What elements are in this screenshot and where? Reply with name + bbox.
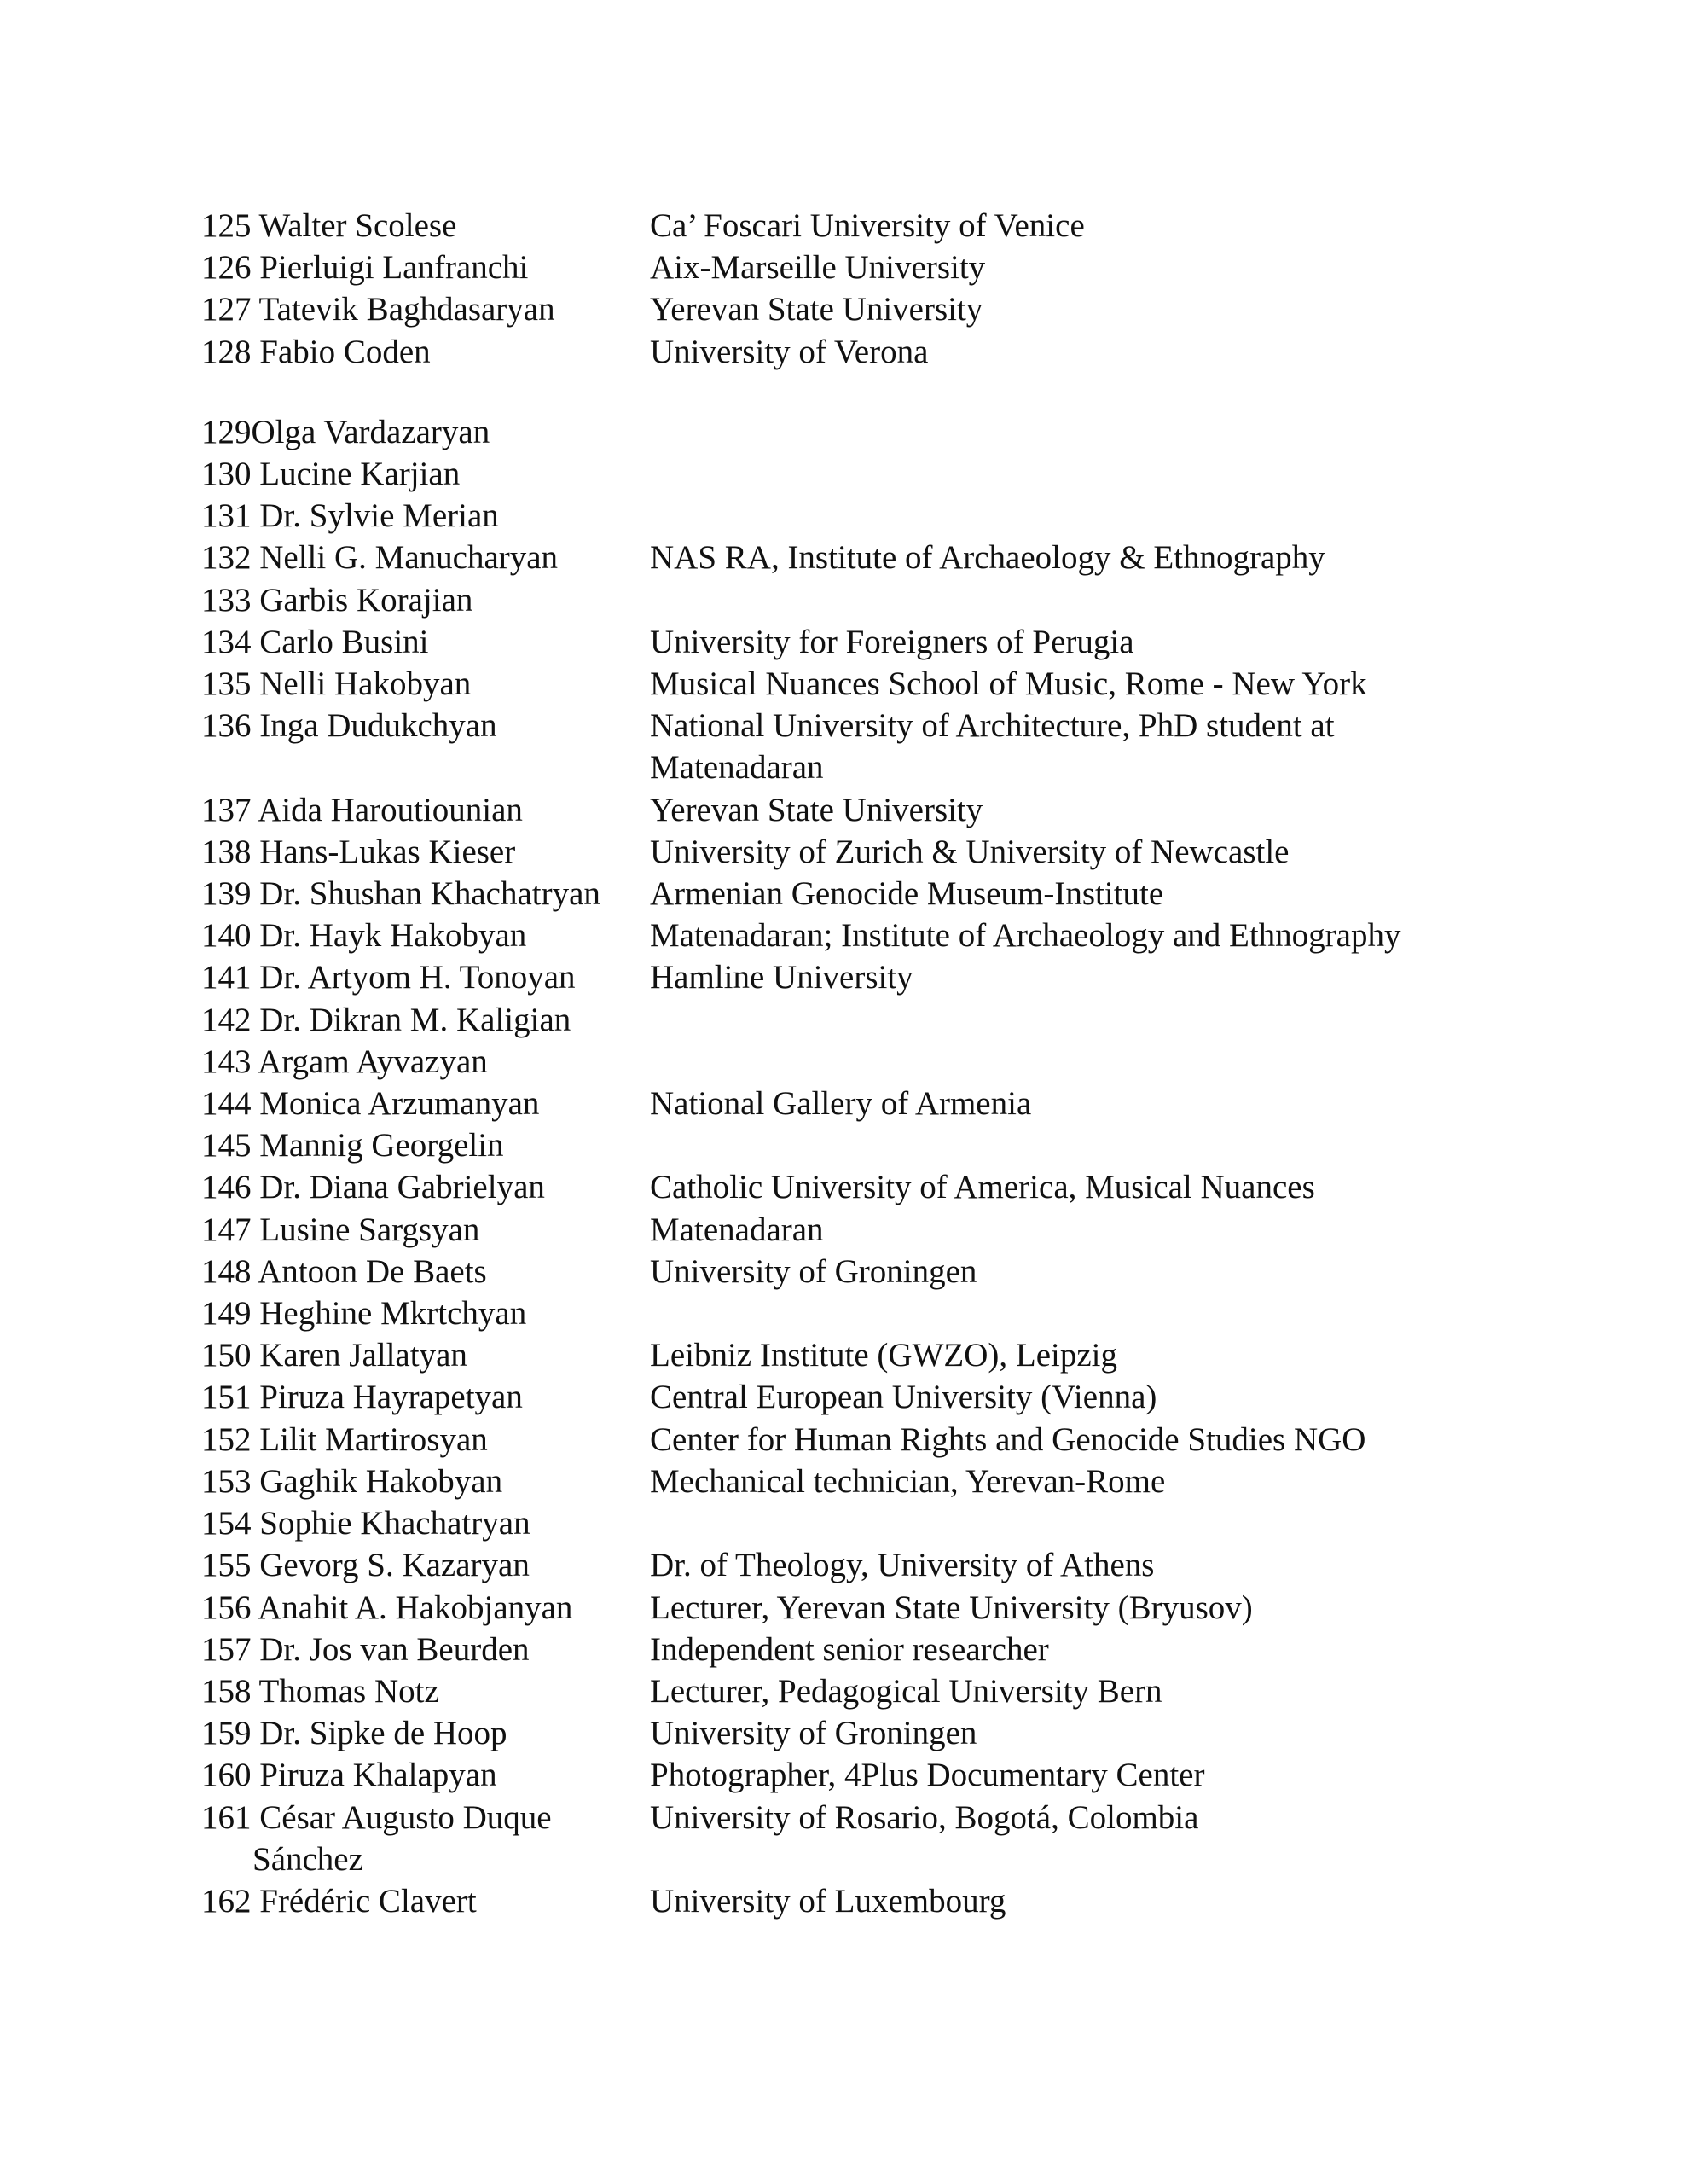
list-item xyxy=(201,1797,1532,1880)
signatory-name: 146 Dr. Diana Gabrielyan xyxy=(201,1169,545,1206)
signatory-name: 150 Karen Jallatyan xyxy=(201,1337,467,1374)
list-item xyxy=(201,1041,1532,1083)
signatory-affiliation: NAS RA, Institute of Archaeology & Ethnography xyxy=(650,539,1325,577)
signatory-affiliation xyxy=(650,411,1532,453)
list-item xyxy=(201,205,1532,247)
list-item xyxy=(201,453,1532,495)
signatory-affiliation: National Gallery of Armenia xyxy=(650,1085,1032,1123)
signatory-affiliation: University of Luxembourg xyxy=(650,1882,1006,1920)
signatory-affiliation xyxy=(650,999,1532,1041)
signatory-name: 148 Antoon De Baets xyxy=(201,1252,487,1290)
list-item xyxy=(201,1334,1532,1376)
signatory-name: 126 Pierluigi Lanfranchi xyxy=(201,249,529,287)
signatory-name: 145 Mannig Georgelin xyxy=(201,1127,504,1165)
list-item xyxy=(201,1461,1532,1502)
list-item xyxy=(201,831,1532,873)
list-item xyxy=(201,1544,1532,1586)
signatory-affiliation: Yerevan State University xyxy=(650,791,983,828)
list-item xyxy=(201,915,1532,956)
list-item xyxy=(201,999,1532,1041)
signatory-name: 157 Dr. Jos van Beurden xyxy=(201,1630,530,1668)
list-item xyxy=(201,411,1532,453)
signatory-affiliation: Independent senior researcher xyxy=(650,1630,1049,1668)
signatory-affiliation: Lecturer, Pedagogical University Bern xyxy=(650,1672,1162,1710)
signatory-affiliation: Matenadaran; Institute of Archaeology and Ethnography xyxy=(650,917,1401,955)
signatory-name: 138 Hans-Lukas Kieser xyxy=(201,833,516,870)
signatory-name: 158 Thomas Notz xyxy=(201,1672,439,1710)
list-item xyxy=(201,1209,1532,1251)
list-item xyxy=(201,1880,1532,1922)
signatory-name: 128 Fabio Coden xyxy=(201,333,431,370)
signatory-affiliation: Armenian Genocide Museum-Institute xyxy=(650,875,1164,913)
signatory-name: 151 Piruza Hayrapetyan xyxy=(201,1379,523,1416)
signatory-name: 139 Dr. Shushan Khachatryan xyxy=(201,875,600,913)
signatory-name: 160 Piruza Khalapyan xyxy=(201,1757,497,1794)
signatory-affiliation xyxy=(650,1124,1532,1166)
signatory-name xyxy=(201,1797,650,1880)
list-item xyxy=(201,873,1532,915)
signatory-name: 144 Monica Arzumanyan xyxy=(201,1085,540,1123)
signatory-affiliation: Catholic University of America, Musical Nuances xyxy=(650,1169,1315,1206)
signatory-name: 129Olga Vardazaryan xyxy=(201,413,490,450)
signatory-name: 136 Inga Dudukchyan xyxy=(201,707,497,745)
name-line: 161 César Augusto Duque xyxy=(201,1798,552,1836)
signatory-affiliation: Photographer, 4Plus Documentary Center xyxy=(650,1757,1205,1794)
list-item xyxy=(201,1251,1532,1292)
signatory-name: 132 Nelli G. Manucharyan xyxy=(201,539,559,577)
list-item xyxy=(201,789,1532,831)
list-item xyxy=(201,705,1532,788)
list-item xyxy=(201,331,1532,373)
signatory-affiliation: University of Verona xyxy=(650,333,929,370)
signatory-name: 130 Lucine Karjian xyxy=(201,456,461,493)
signatory-affiliation: University of Zurich & University of Newcastle xyxy=(650,833,1290,870)
list-item xyxy=(201,1083,1532,1124)
list-item xyxy=(201,1670,1532,1712)
signatory-name: 162 Frédéric Clavert xyxy=(201,1882,477,1920)
signatory-name: 134 Carlo Busini xyxy=(201,623,429,660)
signatory-name: 133 Garbis Korajian xyxy=(201,581,473,619)
list-item xyxy=(201,288,1532,330)
signatory-name: 125 Walter Scolese xyxy=(201,207,457,244)
signatory-name: 152 Lilit Martirosyan xyxy=(201,1420,488,1458)
signatory-affiliation xyxy=(650,579,1532,621)
signatory-affiliation: University of Groningen xyxy=(650,1252,977,1290)
signatory-name: 156 Anahit A. Hakobjanyan xyxy=(201,1589,573,1626)
list-item xyxy=(201,1502,1532,1544)
signatory-name: 131 Dr. Sylvie Merian xyxy=(201,497,499,535)
signatory-affiliation: University of Rosario, Bogotá, Colombia xyxy=(650,1798,1199,1836)
signatory-affiliation: University for Foreigners of Perugia xyxy=(650,623,1134,660)
signatory-name: 149 Heghine Mkrtchyan xyxy=(201,1295,527,1333)
signatory-affiliation: University of Groningen xyxy=(650,1715,977,1752)
list-item xyxy=(201,956,1532,998)
list-item xyxy=(201,1629,1532,1670)
affiliation-line: National University of Architecture, PhD student at xyxy=(650,707,1335,745)
signatory-affiliation xyxy=(650,453,1532,495)
affiliation-line-continued: Matenadaran xyxy=(650,749,824,787)
signatory-name: 143 Argam Ayvazyan xyxy=(201,1043,488,1080)
signatory-name: 147 Lusine Sargsyan xyxy=(201,1211,480,1248)
signatory-affiliation xyxy=(650,495,1532,537)
list-item xyxy=(201,1754,1532,1796)
signatory-name: 154 Sophie Khachatryan xyxy=(201,1505,530,1542)
signatory-name: 142 Dr. Dikran M. Kaligian xyxy=(201,1001,571,1038)
signatory-affiliation: Lecturer, Yerevan State University (Bryusov) xyxy=(650,1589,1253,1626)
signatory-name: 140 Dr. Hayk Hakobyan xyxy=(201,917,527,955)
signatory-affiliation: Mechanical technician, Yerevan-Rome xyxy=(650,1462,1166,1500)
signatory-name: 159 Dr. Sipke de Hoop xyxy=(201,1715,507,1752)
list-item xyxy=(201,1292,1532,1334)
signatory-affiliation: Center for Human Rights and Genocide Studies NGO xyxy=(650,1420,1366,1458)
signatory-affiliation: Dr. of Theology, University of Athens xyxy=(650,1547,1155,1584)
signatory-name: 155 Gevorg S. Kazaryan xyxy=(201,1547,530,1584)
signatory-affiliation: Matenadaran xyxy=(650,1211,824,1248)
list-item xyxy=(201,247,1532,288)
signatory-affiliation xyxy=(650,1041,1532,1083)
signatory-list xyxy=(201,205,1532,1922)
signatory-name: 141 Dr. Artyom H. Tonoyan xyxy=(201,959,576,996)
list-item xyxy=(201,621,1532,663)
signatory-affiliation: Aix-Marseille University xyxy=(650,249,986,287)
signatory-name: 135 Nelli Hakobyan xyxy=(201,665,472,703)
signatory-affiliation: Ca’ Foscari University of Venice xyxy=(650,207,1085,244)
signatory-name: 153 Gaghik Hakobyan xyxy=(201,1462,503,1500)
list-item xyxy=(201,1124,1532,1166)
signatory-affiliation: Leibniz Institute (GWZO), Leipzig xyxy=(650,1337,1117,1374)
name-line-continued: Sánchez xyxy=(252,1840,363,1878)
signatory-name: 127 Tatevik Baghdasaryan xyxy=(201,291,555,328)
list-item xyxy=(201,1376,1532,1418)
list-item xyxy=(201,495,1532,537)
list-item xyxy=(201,1587,1532,1629)
signatory-affiliation xyxy=(650,1502,1532,1544)
list-item xyxy=(201,1419,1532,1461)
signatory-affiliation: Yerevan State University xyxy=(650,291,983,328)
list-item xyxy=(201,1166,1532,1208)
signatory-name: 137 Aida Haroutiounian xyxy=(201,791,523,828)
signatory-affiliation xyxy=(650,1292,1532,1334)
list-item xyxy=(201,537,1532,578)
list-item xyxy=(201,579,1532,621)
signatory-affiliation: Musical Nuances School of Music, Rome - New York xyxy=(650,665,1367,703)
signatory-affiliation xyxy=(650,705,1532,788)
list-item xyxy=(201,663,1532,705)
signatory-affiliation: Hamline University xyxy=(650,959,913,996)
list-item xyxy=(201,1712,1532,1754)
signatory-affiliation: Central European University (Vienna) xyxy=(650,1379,1157,1416)
